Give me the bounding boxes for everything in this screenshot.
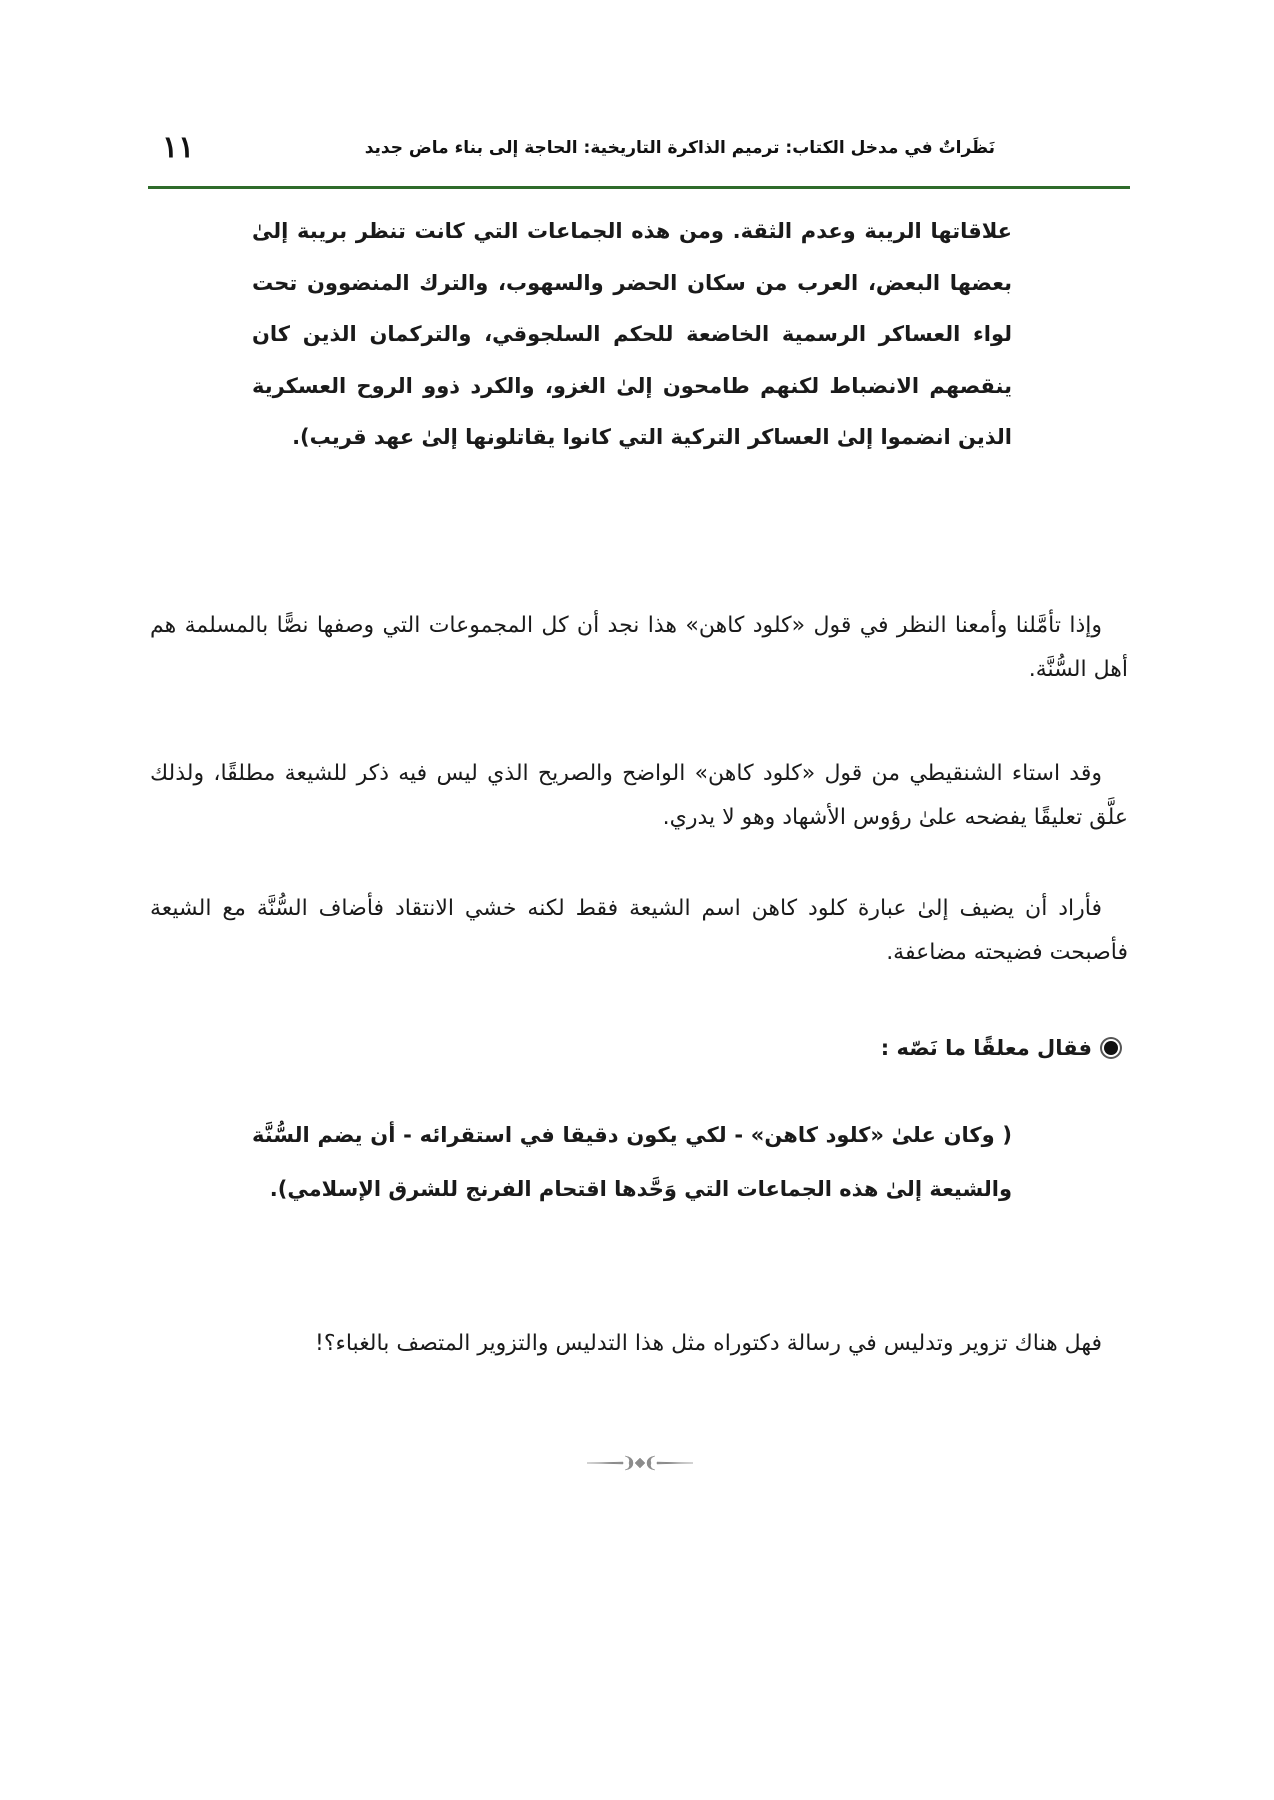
page-header	[148, 128, 1130, 168]
paragraph-2: وقد استاء الشنقيطي من قول «كلود كاهن» الواضح والصريح الذي ليس فيه ذكر للشيعة مطلقًا، ولذلك علَّق تعليقًا يفضحه علىٰ رؤوس الأشهاد وهو لا يدري.	[150, 761, 1128, 830]
section-end-ornament-icon	[585, 1452, 695, 1474]
paragraph-4: فهل هناك تزوير وتدليس في رسالة دكتوراه مثل هذا التدليس والتزوير المتصف بالغباء؟!	[315, 1331, 1102, 1356]
page-number: ١١	[162, 130, 195, 165]
header-rule	[148, 186, 1130, 189]
lead-in-text: فقال معلقًا ما نَصّه :	[880, 1036, 1092, 1060]
lead-in-line	[881, 1030, 1118, 1066]
paragraph-3: فأراد أن يضيف إلىٰ عبارة كلود كاهن اسم الشيعة فقط لكنه خشي الانتقاد فأضاف السُّنَّة مع الشيعة فأصبحت فضيحته مضاعفة.	[150, 896, 1128, 965]
quoted-passage-2: ( وكان علىٰ «كلود كاهن» - لكي يكون دقيقا في استقرائه - أن يضم السُّنَّة والشيعة إلىٰ هذه الجماعات التي وَحَّدها اقتحام الفرنج للشرق الإسلامي).	[252, 1123, 1012, 1201]
paragraph-1: وإذا تأمَّلنا وأمعنا النظر في قول «كلود كاهن» هذا نجد أن كل المجموعات التي وصفها نصًّا بالمسلمة هم أهل السُّنَّة.	[150, 613, 1128, 682]
running-title: نَظَراتٌ في مدخل الكتاب: ترميم الذاكرة التاريخية: الحاجة إلى بناء ماض جديد	[364, 138, 995, 158]
dotted-ring-bullet-icon	[1104, 1041, 1118, 1055]
quoted-passage-1: علاقاتها الريبة وعدم الثقة. ومن هذه الجماعات التي كانت تنظر بريبة إلىٰ بعضها البعض، العرب من سكان الحضر والسهوب، والترك المنضوون تحت لواء العساكر الرسمية الخاضعة للحكم السلجوقي، والتركمان الذين كان ينقصهم الانضباط لكنهم طامحون إلىٰ الغزو، والكرد ذوو الروح العسكرية الذين انضموا إلىٰ العساكر التركية التي كانوا يقاتلونها إلىٰ عهد قريب).	[252, 219, 1012, 449]
